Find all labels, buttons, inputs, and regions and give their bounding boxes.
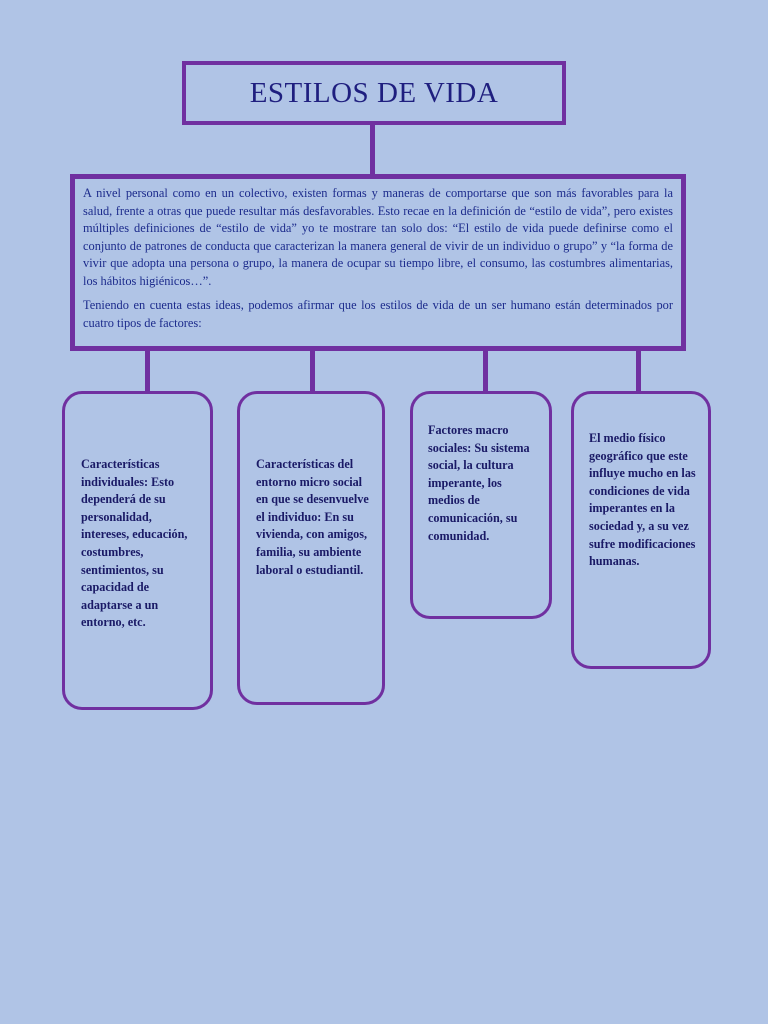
diagram-title: ESTILOS DE VIDA: [249, 76, 499, 109]
factor-box-individual: [62, 391, 213, 710]
factor-box-macro-social: [410, 391, 552, 619]
title-box: [182, 61, 566, 125]
factor-text-physical-environment: El medio físico geográfico que este influye mucho en las condiciones de vida imperantes en la sociedad y, a su vez sufre modificaciones humanas.: [589, 431, 696, 569]
factor-text-macro-social: Factores macro sociales: Su sistema social, la cultura imperante, los medios de comunicación, su comunidad.: [428, 423, 530, 543]
connector-title-to-intro: [370, 125, 375, 174]
connector-intro-to-factor-4: [636, 351, 641, 391]
connector-intro-to-factor-3: [483, 351, 488, 391]
connector-intro-to-factor-2: [310, 351, 315, 391]
intro-box: [70, 174, 686, 351]
factor-text-individual: Características individuales: Esto dependerá de su personalidad, intereses, educación, costumbres, sentimientos, su capacidad de adaptarse a un entorno, etc.: [81, 457, 188, 630]
factor-text-micro-social: Características del entorno micro social en que se desenvuelve el individuo: En su vivienda, con amigos, familia, su ambiente laboral o estudiantil.: [256, 457, 369, 577]
intro-paragraph-2: Teniendo en cuenta estas ideas, podemos afirmar que los estilos de vida de un ser humano están determinados por cuatro tipos de factores:: [83, 298, 673, 330]
factor-box-micro-social: [237, 391, 385, 705]
intro-paragraph-1: A nivel personal como en un colectivo, existen formas y maneras de comportarse que son más favorables para la salud, frente a otras que puede resultar más desfavorables. Esto recae en la definición de “estilo de vida”, pero existes múltiples definiciones de “estilo de vida” yo te mostrare tan solo dos: “El estilo de vida puede definirse como el conjunto de patrones de conducta que caracterizan la manera general de vivir de un individuo o grupo” y “la forma de vivir que adopta una persona o grupo, la manera de ocupar su tiempo libre, el consumo, las costumbres alimentarias, los hábitos higiénicos…”.: [83, 186, 673, 288]
connector-intro-to-factor-1: [145, 351, 150, 391]
factor-box-physical-environment: [571, 391, 711, 669]
